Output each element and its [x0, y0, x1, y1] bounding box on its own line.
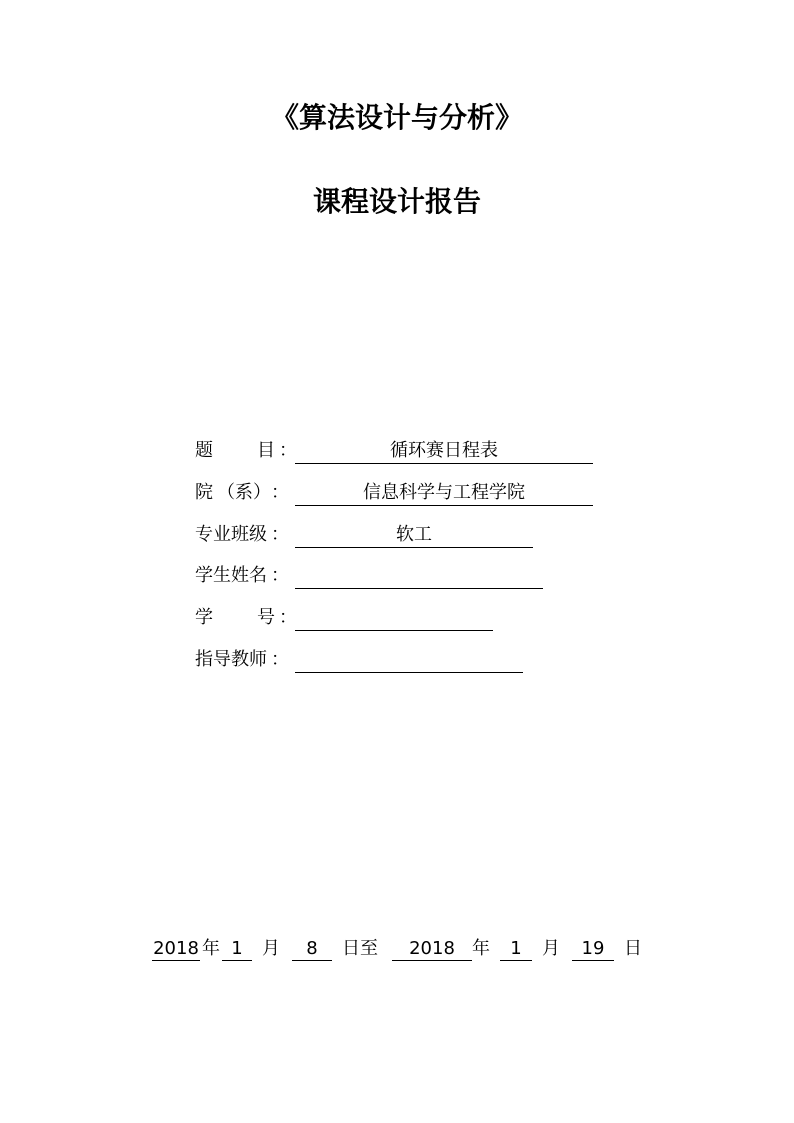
start-day-to: 日至 — [342, 938, 378, 959]
topic-underline[interactable] — [295, 437, 593, 464]
topic-value: 循环赛日程表 — [390, 440, 498, 461]
department-label-part2: （系） — [217, 482, 271, 503]
start-month-suffix: 月 — [262, 938, 280, 959]
student-name-label-text: 学生姓名 — [195, 565, 267, 586]
report-title: 课程设计报告 — [312, 185, 481, 218]
major-class-value: 软工 — [396, 524, 432, 545]
end-day[interactable]: 19 — [572, 935, 614, 961]
topic-label — [195, 437, 290, 465]
department-colon: ： — [271, 482, 289, 503]
major-class-underline[interactable] — [295, 521, 533, 548]
student-id-colon: ： — [279, 607, 297, 628]
advisor-underline[interactable] — [295, 646, 523, 673]
topic-colon: ： — [279, 440, 297, 461]
end-day-suffix: 日 — [624, 938, 642, 959]
student-name-colon: ： — [271, 565, 289, 586]
end-year[interactable]: 2018 — [392, 935, 472, 961]
start-day[interactable]: 8 — [292, 935, 332, 961]
major-class-label-text: 专业班级 — [195, 524, 267, 545]
advisor-colon: ： — [271, 649, 289, 670]
student-id-label-part2: 号 — [257, 607, 275, 628]
topic-label-part1: 题 — [195, 440, 213, 461]
end-month[interactable]: 1 — [500, 935, 532, 961]
start-year[interactable]: 2018 — [152, 935, 200, 961]
end-month-suffix: 月 — [542, 938, 560, 959]
topic-label-part2: 目 — [257, 440, 275, 461]
course-title: 《算法设计与分析》 — [270, 101, 523, 134]
major-class-colon: ： — [271, 524, 289, 545]
end-year-suffix: 年 — [472, 938, 490, 959]
student-name-underline[interactable] — [295, 562, 543, 589]
department-value: 信息科学与工程学院 — [363, 482, 525, 503]
advisor-label-text: 指导教师 — [195, 649, 267, 670]
start-month[interactable]: 1 — [222, 935, 252, 961]
student-id-label — [195, 604, 290, 632]
department-underline[interactable] — [295, 479, 593, 506]
student-id-underline[interactable] — [295, 604, 493, 631]
start-year-suffix: 年 — [202, 938, 220, 959]
student-id-label-part1: 学 — [195, 607, 213, 628]
department-label-part1: 院 — [195, 482, 213, 503]
